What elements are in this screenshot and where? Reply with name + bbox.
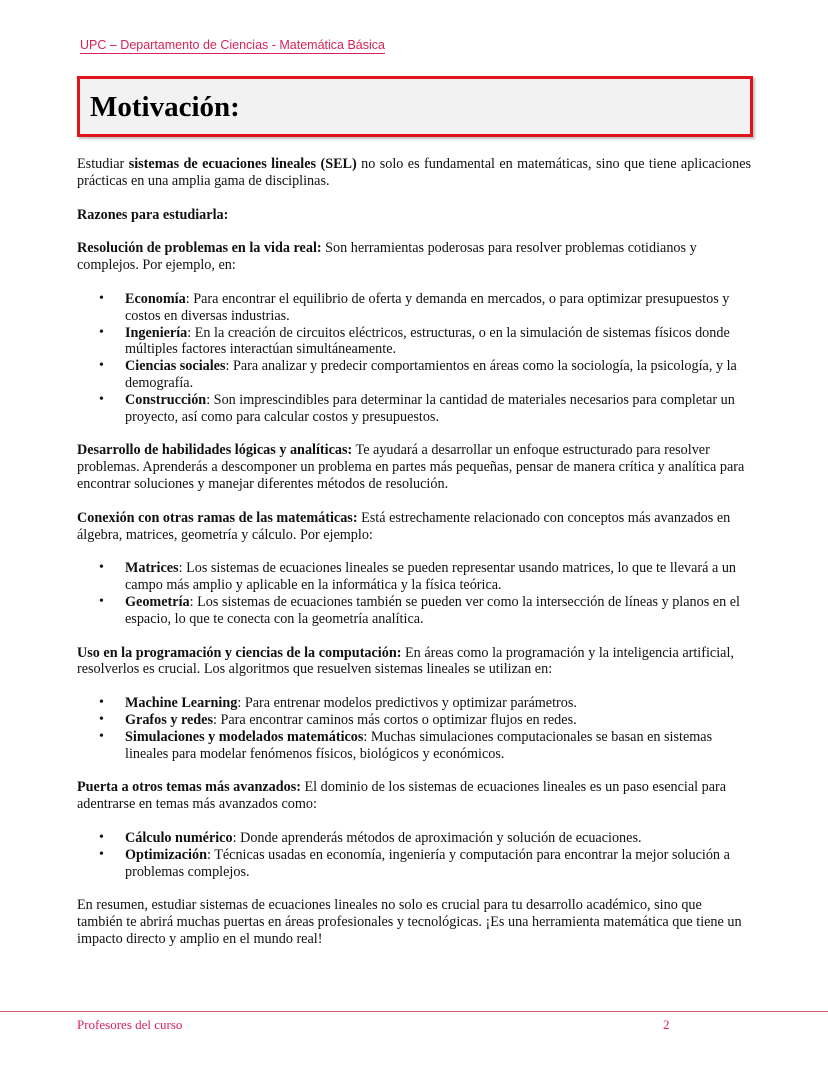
list-item: • Construcción: Son imprescindibles para determinar la cantidad de materiales necesarios para completar un proyecto, así como para calcular costos y presupuestos.	[99, 391, 735, 425]
document-body	[77, 156, 751, 948]
page-title: Motivación:	[90, 91, 240, 123]
intro-pre: Estudiar	[77, 156, 129, 172]
section-paragraph	[77, 779, 751, 813]
bullet-icon: •	[99, 290, 104, 306]
intro-paragraph	[77, 156, 751, 190]
list-item: • Optimización: Técnicas usadas en economía, ingeniería y computación para encontrar la mejor solución a problemas complejos.	[99, 846, 730, 880]
intro-post: no solo es fundamental en matemáticas, sino que tiene aplicaciones prácticas en una amplia gama de disciplinas.	[77, 156, 752, 189]
section-text: El dominio de los sistemas de ecuaciones lineales es un paso esencial para adentrarse en temas más avanzados como:	[77, 779, 727, 813]
section-heading: Conexión con otras ramas de las matemáticas:	[77, 509, 358, 526]
section-heading: Desarrollo de habilidades lógicas y analíticas:	[77, 442, 353, 459]
section-paragraph	[77, 442, 751, 492]
bullet-icon: •	[99, 695, 104, 711]
bullet-icon: •	[99, 728, 104, 744]
footer-text: Profesores del curso	[77, 1017, 183, 1032]
bullet-list	[77, 291, 751, 425]
title-box	[77, 76, 753, 137]
bullet-icon: •	[99, 593, 104, 609]
section-heading: Resolución de problemas en la vida real:	[77, 240, 322, 257]
reasons-heading: Razones para estudiarla:	[77, 206, 229, 223]
list-item: • Geometría: Los sistemas de ecuaciones también se pueden ver como la intersección de líneas y planos en el espacio, lo que te conecta con la geometría analítica.	[99, 593, 740, 627]
bullet-icon: •	[99, 324, 104, 340]
bullet-list	[77, 560, 751, 627]
section-text: Está estrechamente relacionado con conceptos más avanzados en álgebra, matrices, geometría y cálculo. Por ejemplo:	[77, 509, 731, 543]
section-paragraph	[77, 645, 751, 679]
footer-divider	[0, 1011, 828, 1012]
bullet-list	[77, 695, 751, 762]
section-text: En áreas como la programación y la inteligencia artificial, resolverlos es crucial. Los algoritmos que resuelven sistemas lineales se utilizan en:	[77, 644, 734, 678]
bullet-icon: •	[99, 358, 104, 374]
bullet-icon: •	[99, 846, 104, 862]
section-text: Te ayudará a desarrollar un enfoque estructurado para resolver problemas. Aprenderás a descomponer un problema en partes más pequeñas, pensar de manera crítica y analítica para encontrar soluciones y manejar diferentes métodos de resolución.	[77, 442, 745, 492]
page-number: 2	[663, 1017, 670, 1032]
section-paragraph	[77, 510, 751, 544]
bullet-icon: •	[99, 391, 104, 407]
section-heading: Puerta a otros temas más avanzados:	[77, 779, 301, 796]
section-paragraph	[77, 240, 751, 274]
bullet-list	[77, 830, 751, 880]
list-item: • Machine Learning: Para entrenar modelos predictivos y optimizar parámetros.	[99, 695, 577, 712]
conclusion-paragraph: En resumen, estudiar sistemas de ecuaciones lineales no solo es crucial para tu desarrollo académico, sino que también te abrirá muchas puertas en áreas profesionales y tecnológicas. ¡Es una herramienta matemática que tiene un impacto directo y amplio en el mundo real!	[77, 897, 742, 947]
list-item: • Ingeniería: En la creación de circuitos eléctricos, estructuras, o en la simulación de sistemas físicos donde múltiples factores interactúan simultáneamente.	[99, 324, 730, 358]
page-header: UPC – Departamento de Ciencias - Matemática Básica	[80, 38, 385, 52]
list-item: • Ciencias sociales: Para analizar y predecir comportamientos en áreas como la sociología, la psicología, y la demografía.	[99, 358, 737, 391]
section-heading: Uso en la programación y ciencias de la computación:	[77, 644, 402, 661]
intro-bold: sistemas de ecuaciones lineales (SEL)	[128, 156, 357, 172]
bullet-icon: •	[99, 560, 104, 576]
list-item: • Matrices: Los sistemas de ecuaciones lineales se pueden representar usando matrices, lo que te llevará a un campo más amplio y aplicable en la informática y la física teórica.	[99, 560, 737, 594]
bullet-icon: •	[99, 829, 104, 845]
list-item: • Simulaciones y modelados matemáticos: Muchas simulaciones computacionales se basan en sistemas lineales para modelar fenómenos físicos, biológicos y económicos.	[99, 728, 713, 762]
list-item: • Economía: Para encontrar el equilibrio de oferta y demanda en mercados, o para optimizar presupuestos y costos en diversas industrias.	[99, 290, 730, 324]
bullet-icon: •	[99, 711, 104, 727]
list-item: • Grafos y redes: Para encontrar caminos más cortos o optimizar flujos en redes.	[99, 711, 577, 728]
section-text: Son herramientas poderosas para resolver problemas cotidianos y complejos. Por ejemplo, en:	[77, 240, 697, 274]
list-item: • Cálculo numérico: Donde aprenderás métodos de aproximación y solución de ecuaciones.	[99, 829, 642, 846]
